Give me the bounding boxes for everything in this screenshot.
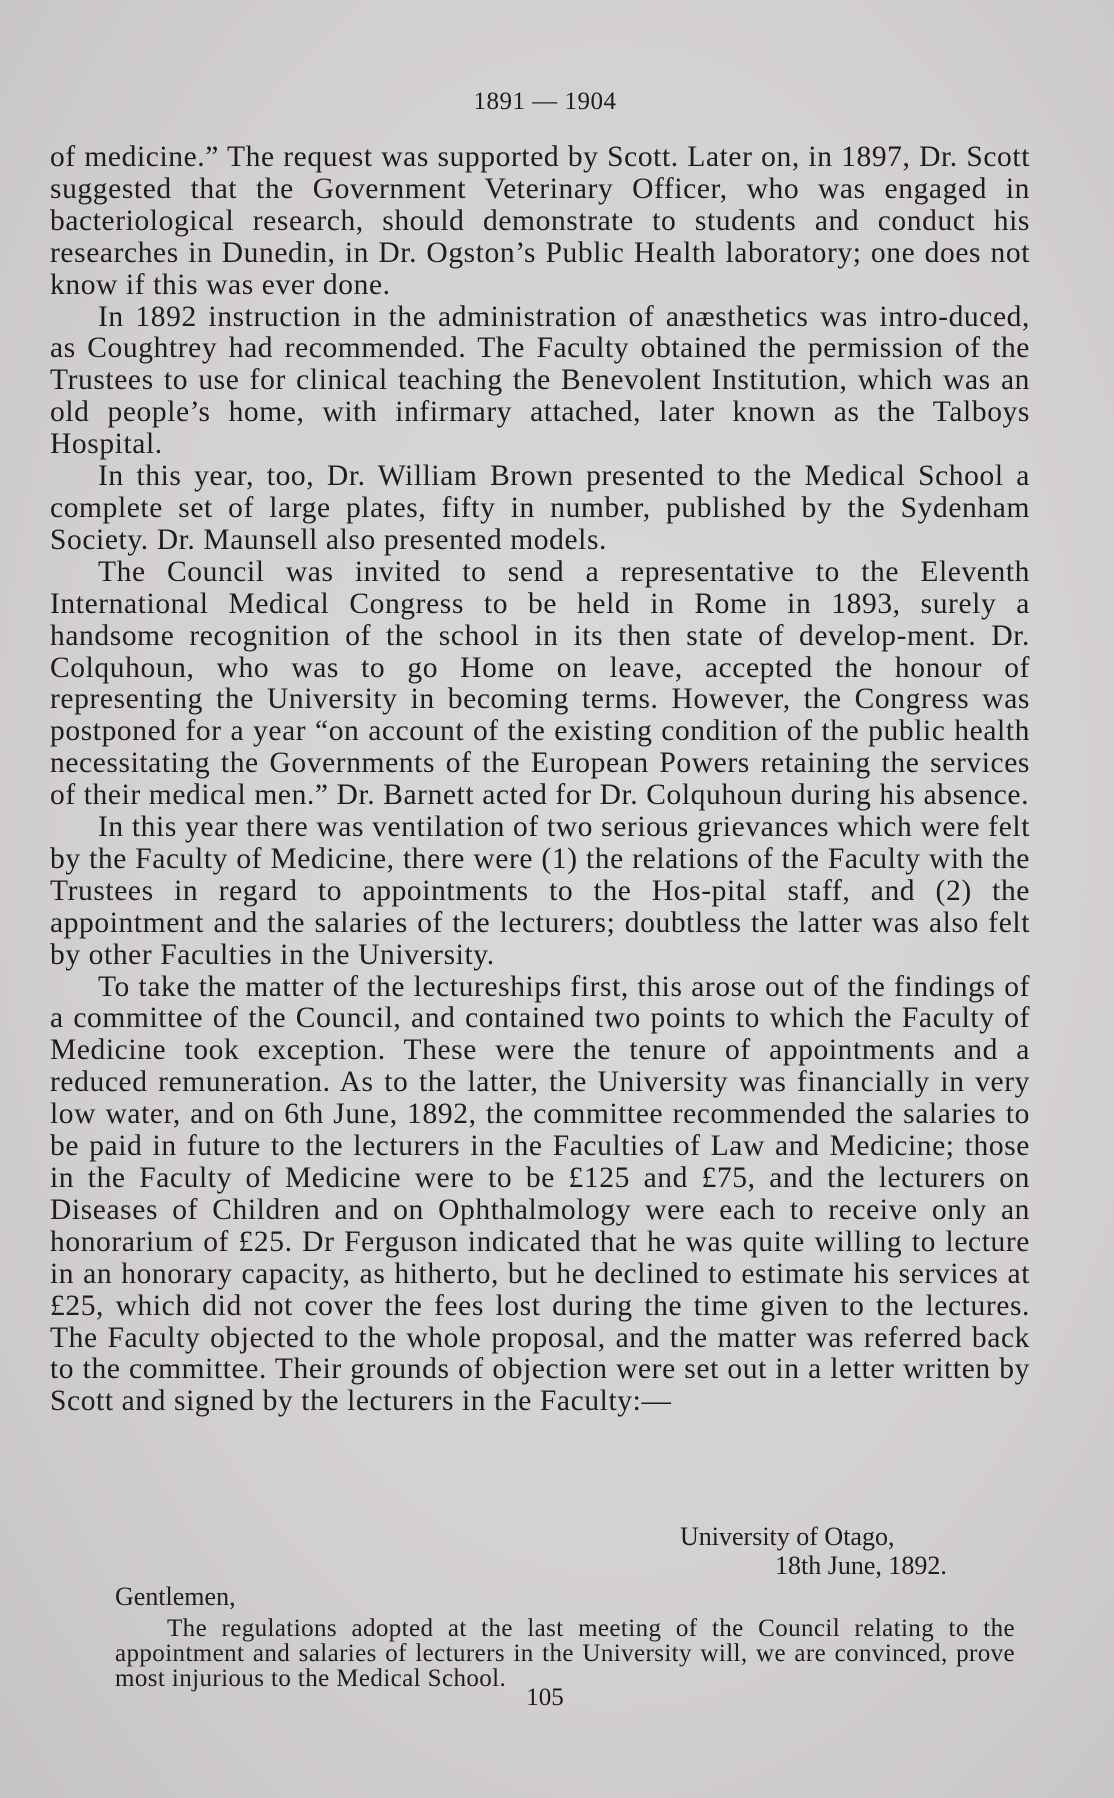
letter-salutation: Gentlemen, [115, 1582, 236, 1611]
letter-date: 18th June, 1892. [775, 1551, 947, 1580]
paragraph: To take the matter of the lectureships first, this arose out of the findings of a committee of the Council, and contained two points to which the Faculty of Medicine took exception. These were the tenure of appointments and a reduced remuneration. As to the latter, the University was financially in very low water, and on 6th June, 1892, the committee recommended the salaries to be paid in future to the lecturers in the Faculties of Law and Medicine; those in the Faculty of Medicine were to be £125 and £75, and the lecturers on Diseases of Children and on Ophthalmology were each to receive only an honorarium of £25. Dr Ferguson indicated that he was quite willing to lecture in an honorary capacity, as hitherto, but he declined to estimate his services at £25, which did not cover the fees lost during the time given to the lectures. The Faculty objected to the whole proposal, and the matter was referred back to the committee. Their grounds of objection were set out in a letter written by Scott and signed by the lecturers in the Faculty:— [50, 970, 1030, 1418]
body-text [50, 142, 1030, 1418]
running-header: 1891 — 1904 [473, 88, 617, 115]
paragraph: In this year there was ventilation of two serious grievances which were felt by the Faculty of Medicine, there were (1) the relations of the Faculty with the Trustees in regard to appointments to the Hos-pital staff, and (2) the appointment and the salaries of the lecturers; doubtless the latter was also felt by other Faculties in the University. [50, 811, 1030, 971]
letter-address-line: University of Otago, [680, 1522, 895, 1551]
letter-body: The regulations adopted at the last meeting of the Council relating to the appointment and salaries of lecturers in the University will, we are convinced, prove most injurious to the Medical School. [115, 1615, 1015, 1692]
quoted-letter [115, 1522, 1015, 1691]
paragraph: In this year, too, Dr. William Brown presented to the Medical School a complete set of large plates, fifty in number, published by the Sydenham Society. Dr. Maunsell also presented models. [50, 460, 1030, 556]
paragraph: of medicine.” The request was supported by Scott. Later on, in 1897, Dr. Scott suggested that the Government Veterinary Officer, who was engaged in bacteriological research, should demonstrate to students and conduct his researches in Dunedin, in Dr. Ogston’s Public Health laboratory; one does not know if this was ever done. [50, 141, 1030, 301]
letter-address [680, 1522, 1015, 1580]
paragraph: In 1892 instruction in the administration of anæsthetics was intro-duced, as Coughtrey had recommended. The Faculty obtained the permission of the Trustees to use for clinical teaching the Benevolent Institution, which was an old people’s home, with infirmary attached, later known as the Talboys Hospital. [50, 300, 1030, 461]
paragraph: The Council was invited to send a representative to the Eleventh International Medical Congress to be held in Rome in 1893, surely a handsome recognition of the school in its then state of develop-ment. Dr. Colquhoun, who was to go Home on leave, accepted the honour of representing the University in becoming terms. However, the Congress was postponed for a year “on account of the existing condition of the public health necessitating the Governments of the European Powers retaining the services of their medical men.” Dr. Barnett acted for Dr. Colquhoun during his absence. [50, 555, 1030, 812]
page-number: 105 [526, 1684, 564, 1711]
